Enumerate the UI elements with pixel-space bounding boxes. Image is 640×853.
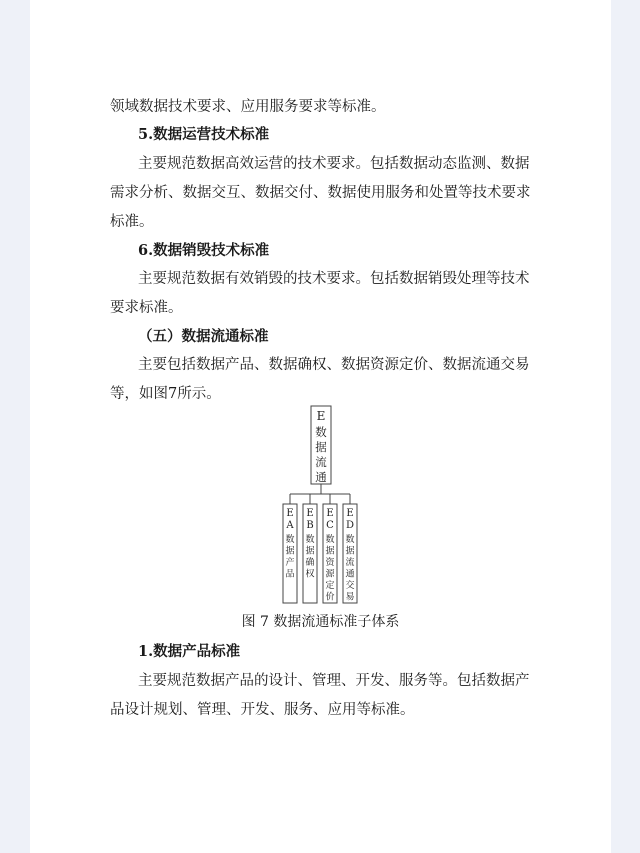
child-char-label: 据: [325, 546, 335, 557]
child-char-label: 数: [325, 535, 335, 545]
child-char-label: 资: [325, 558, 335, 568]
child-char-label: 交: [345, 581, 355, 591]
child-code-label: B: [306, 520, 314, 531]
child-char-label: 据: [305, 546, 315, 557]
paragraph-line: 主要规范数据有效销毁的技术要求。包括数据销毁处理等技术: [138, 271, 530, 287]
paragraph-line: 主要包括数据产品、数据确权、数据资源定价、数据流通交易: [138, 357, 530, 373]
paragraph-line: 要求标准。: [110, 300, 183, 316]
figure-7-diagram: [30, 0, 611, 853]
root-char-label: 数: [315, 425, 327, 439]
child-char-label: 权: [305, 569, 315, 580]
child-code-label: D: [345, 520, 355, 531]
child-code-label: E: [346, 508, 354, 519]
section-heading-5: 5.数据运营技术标准: [138, 126, 270, 143]
child-char-label: 数: [285, 535, 295, 545]
child-code-label: C: [326, 520, 334, 531]
root-char-label: 流: [315, 455, 327, 469]
paragraph-line: 主要规范数据产品的设计、管理、开发、服务等。包括数据产: [138, 673, 530, 689]
child-code-label: E: [306, 508, 314, 519]
paragraph-line: 领域数据技术要求、应用服务要求等标准。: [110, 99, 386, 115]
paragraph-line: 等，如图7所示。: [110, 386, 221, 402]
paragraph-line: 需求分析、数据交互、数据交付、数据使用服务和处置等技术要求: [110, 185, 531, 201]
child-code-label: A: [286, 520, 294, 531]
child-char-label: 据: [345, 546, 355, 557]
section-heading-five: （五）数据流通标准: [138, 328, 269, 345]
section-heading-1: 1.数据产品标准: [138, 643, 241, 660]
child-char-label: 数: [305, 535, 315, 545]
paragraph-line: 主要规范数据高效运营的技术要求。包括数据动态监测、数据: [138, 156, 530, 172]
child-char-label: 流: [345, 558, 355, 568]
child-char-label: 确: [305, 558, 315, 568]
child-char-label: 定: [325, 581, 335, 591]
child-char-label: 价: [325, 592, 335, 603]
child-char-label: 源: [325, 569, 335, 580]
document-page: [30, 0, 611, 853]
child-char-label: 数: [345, 535, 355, 545]
child-code-label: E: [286, 508, 294, 519]
root-code-label: E: [316, 409, 326, 423]
paragraph-line: 品设计规划、管理、开发、服务、应用等标准。: [110, 702, 415, 718]
root-char-label: 通: [315, 470, 327, 484]
child-char-label: 易: [345, 592, 355, 603]
child-code-label: E: [326, 508, 334, 519]
paragraph-line: 标准。: [110, 214, 154, 230]
root-char-label: 据: [315, 440, 327, 454]
child-char-label: 通: [345, 569, 355, 580]
figure-caption: 图 7 数据流通标准子体系: [241, 614, 400, 630]
child-char-label: 据: [285, 546, 295, 557]
child-char-label: 产: [285, 558, 295, 568]
child-char-label: 品: [285, 569, 295, 580]
section-heading-6: 6.数据销毁技术标准: [138, 242, 270, 259]
